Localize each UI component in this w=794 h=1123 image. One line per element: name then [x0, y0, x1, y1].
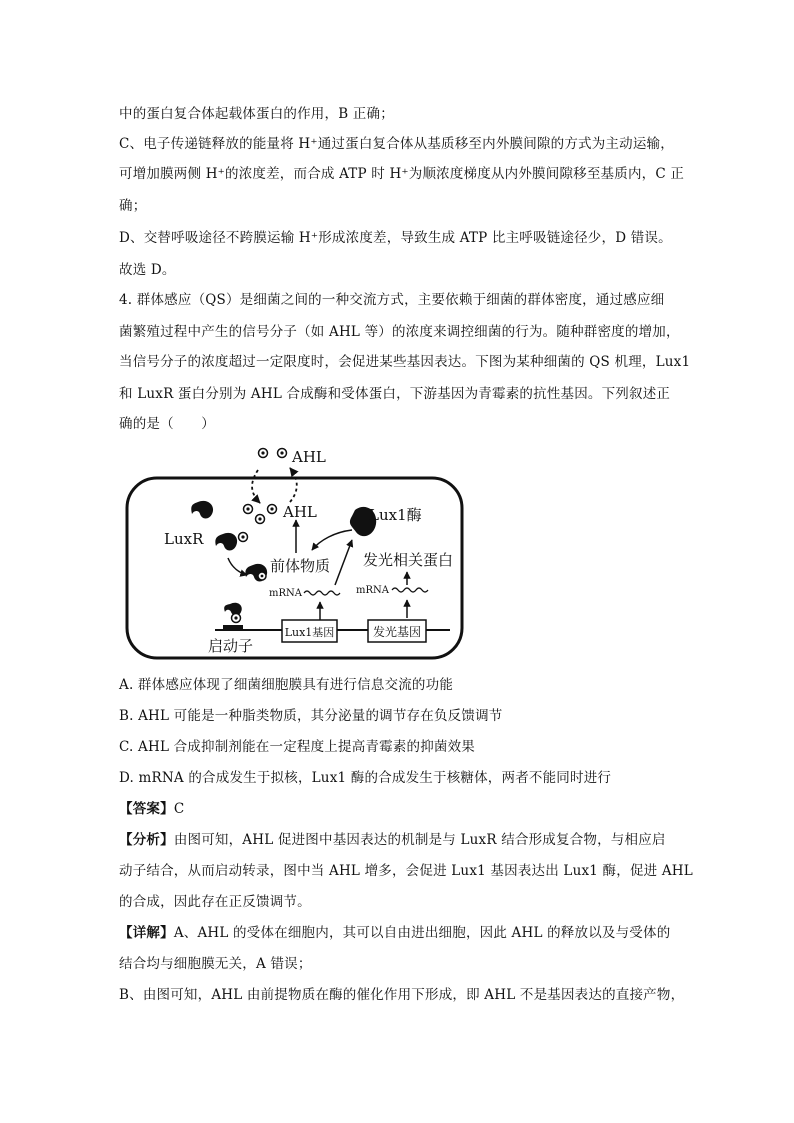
- luxr-protein-icon: [215, 533, 237, 551]
- question-4-line: 确的是（ ）: [119, 416, 215, 432]
- analysis-text: 的合成，因此存在正反馈调节。: [119, 894, 311, 910]
- analysis-label: 【分析】: [119, 832, 174, 848]
- detail-label: 【详解】: [119, 925, 174, 941]
- ahl-outside-label: AHL: [292, 448, 326, 466]
- question-4-line: 菌繁殖过程中产生的信号分子（如 AHL 等）的浓度来调控细菌的行为。随种群密度的增加，: [119, 324, 680, 340]
- mrna-left-strand: [304, 591, 340, 595]
- ahl-efflux-arrow: [290, 468, 297, 502]
- ahl-influx-arrow: [252, 470, 260, 503]
- analysis-line: [119, 830, 679, 850]
- detail-text: A、AHL 的受体在细胞内，其可以自由进出细胞，因此 AHL 的释放以及与受体的: [173, 925, 671, 941]
- text-line: C、电子传递链释放的能量将 H⁺通过蛋白复合体从基质移至内外膜间隙的方式为主动运输，: [119, 136, 674, 152]
- mrna-left-label: mRNA: [269, 588, 302, 599]
- lux1-enzyme-label: Lux1酶: [369, 506, 422, 524]
- light-protein-label: 发光相关蛋白: [363, 551, 454, 569]
- ahl-molecule-icon: [259, 449, 287, 458]
- answer-line: [119, 799, 679, 819]
- answer-label: 【答案】: [119, 801, 174, 817]
- question-4-line: 当信号分子的浓度超过一定限度时，会促进某些基因表达。下图为某种细菌的 QS 机理，Lux1: [119, 354, 691, 370]
- promoter-site: [223, 625, 243, 629]
- qs-mechanism-figure: [120, 440, 470, 665]
- text-line: 故选 D。: [119, 262, 176, 278]
- promoter-label: 启动子: [208, 637, 254, 655]
- text-line: 可增加膜两侧 H⁺的浓度差，而合成 ATP 时 H⁺为顺浓度梯度从内外膜间隙移至基质内，C 正: [119, 166, 685, 182]
- text-line: D、交替呼吸途径不跨膜运输 H⁺形成浓度差，导致生成 ATP 比主呼吸链途径少，D 错误。: [119, 230, 672, 246]
- detail-text: 结合均与细胞膜无关，A 错误；: [119, 956, 312, 972]
- question-4-line: 和 LuxR 蛋白分别为 AHL 合成酶和受体蛋白，下游基因为青霉素的抗性基因。下列叙述正: [119, 386, 671, 402]
- ahl-molecule-icon: [239, 505, 277, 542]
- luxr-protein-icon: [191, 501, 213, 519]
- option-c: C. AHL 合成抑制剂能在一定程度上提高青霉素的抑菌效果: [119, 739, 476, 755]
- luxr-label: LuxR: [164, 530, 204, 548]
- mrna-right-strand: [392, 588, 428, 592]
- mrna-right-label: mRNA: [356, 585, 389, 596]
- ahl-inside-label: AHL: [283, 503, 317, 521]
- option-b: B. AHL 可能是一种脂类物质，其分泌量的调节存在负反馈调节: [119, 708, 503, 724]
- catalysis-arrow: [312, 530, 352, 550]
- option-d: D. mRNA 的合成发生于拟核，Lux1 酶的合成发生于核糖体，两者不能同时进行: [119, 770, 612, 786]
- light-gene-label: 发光基因: [372, 625, 422, 639]
- translation-arrow: [335, 540, 352, 585]
- binding-arrow: [228, 558, 247, 575]
- detail-text: B、由图可知，AHL 由前提物质在酶的催化作用下形成，即 AHL 不是基因表达的直接产物，: [119, 987, 685, 1003]
- question-4-line: 4. 群体感应（QS）是细菌之间的一种交流方式，主要依赖于细菌的群体密度，通过感应细: [119, 292, 665, 308]
- option-a: A. 群体感应体现了细菌细胞膜具有进行信息交流的功能: [119, 677, 454, 693]
- lux1-gene-label: Lux1基因: [284, 626, 335, 639]
- text-line: 中的蛋白复合体起载体蛋白的作用，B 正确；: [119, 106, 394, 122]
- analysis-text: 动子结合，从而启动转录，图中当 AHL 增多，会促进 Lux1 基因表达出 Lux1 酶，促进 AHL: [119, 863, 693, 879]
- precursor-label: 前体物质: [270, 557, 331, 575]
- qs-diagram: [120, 440, 470, 665]
- text-line: 确；: [119, 198, 147, 214]
- answer-value: C: [173, 801, 185, 817]
- analysis-text: 由图可知，AHL 促进图中基因表达的机制是与 LuxR 结合形成复合物，与相应启: [173, 832, 666, 848]
- detail-line: [119, 923, 679, 943]
